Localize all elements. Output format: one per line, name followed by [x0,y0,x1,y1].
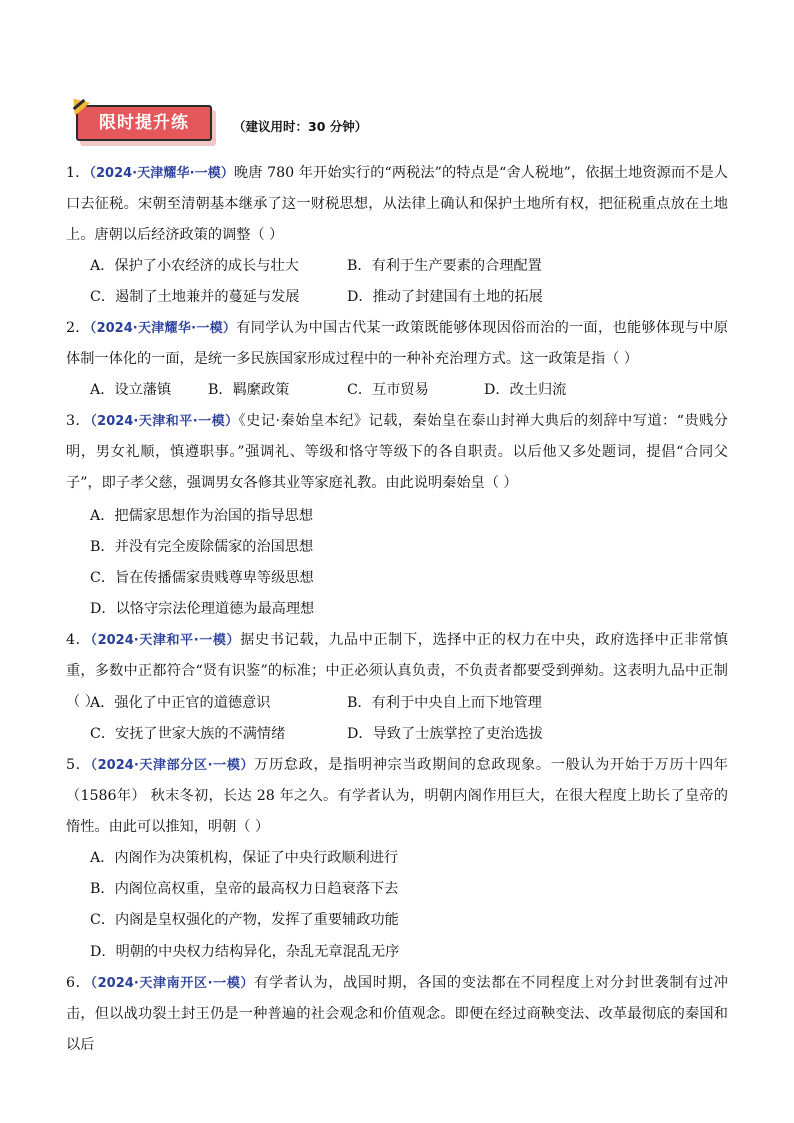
option-d: D．以恪守宗法伦理道德为最高理想 [90,601,315,617]
question-number: 2． [66,320,90,336]
question-2 [66,313,728,375]
option-a: A．内阁作为决策机构，保证了中央行政顺利进行 [90,850,399,866]
question-source-tag: （2024·天津耀华·一模） [89,321,237,336]
option-c: C．互市贸易 [347,382,429,398]
question-stem: 据史书记载，九品中正制下，选择中正的权力在中央，政府选择中正非常慎重，多数中正都符合“贤有识鉴”的标准；中正必须认真负责，不负责者都要受到弹劾。这表明九品中正制（ ） [66,632,728,710]
question-stem: 晚唐 780 年开始实行的“两税法”的特点是“舍人税地”，依据土地资源而不是人口去征税。宋朝至清朝基本继承了这一财税思想，从法律上确认和保护土地所有权，把征税重点放在土地上。唐朝以后经济政策的调整（ ） [66,165,728,243]
question-5 [66,750,728,843]
option-c: C．遏制了土地兼并的蔓延与发展 [90,289,300,305]
option-b: B．有利于中央自上而下地管理 [347,695,542,711]
suggested-time-note: （建议用时：30 分钟） [233,119,368,134]
badge-title: 限时提升练 [99,113,189,133]
section-badge [66,97,236,153]
option-d: D．明朝的中央权力结构异化，杂乱无章混乱无序 [90,944,400,960]
option-c: C．安抚了世家大族的不满情绪 [90,726,286,742]
option-c: C．内阁是皇权强化的产物，发挥了重要辅政功能 [90,912,399,928]
question-stem: 《史记·秦始皇本纪》记载，秦始皇在泰山封禅大典后的刻辞中写道：“贵贱分明，男女礼顺，慎遵职事。”强调礼、等级和恪守等级下的各自职责。以后他又多处题词，提倡“合同父子”，即子孝父慈，强调男女各修其业等家庭礼教。由此说明秦始皇（ ） [66,413,728,491]
option-a: A．设立藩镇 [90,382,172,398]
question-number: 5． [66,757,91,773]
question-source-tag: （2024·天津耀华·一模） [89,166,234,181]
question-6 [66,968,728,1061]
question-source-tag: （2024·天津和平·一模） [90,414,239,429]
option-c: C．旨在传播儒家贵贱尊卑等级思想 [90,570,314,586]
question-stem: 万历怠政，是指明神宗当政期间的怠政现象。一般认为开始于万历十四年（1586年） 秋末冬初，长达 28 年之久。有学者认为，明朝内阁作用巨大，在很大程度上助长了皇帝的惰性。由此可以推知，明朝（ ） [66,757,728,835]
option-a: A．把儒家思想作为治国的指导思想 [90,508,314,524]
option-a: A．强化了中正官的道德意识 [90,695,271,711]
question-3 [66,406,728,499]
badge-box [76,105,212,141]
question-number: 6． [66,975,91,991]
option-d: D．推动了封建国有土地的拓展 [347,289,543,305]
option-b: B．并没有完全废除儒家的治国思想 [90,539,314,555]
option-b: B．有利于生产要素的合理配置 [347,258,542,274]
option-b: B．羁縻政策 [208,382,290,398]
option-a: A．保护了小农经济的成长与壮大 [90,258,299,274]
question-source-tag: （2024·天津部分区·一模） [90,758,255,773]
question-number: 4． [66,632,91,648]
question-1 [66,158,728,251]
question-stem: 有同学认为中国古代某一政策既能够体现因俗而治的一面，也能够体现与中原体制一体化的一面，是统一多民族国家形成过程中的一种补充治理方式。这一政策是指（ ） [66,320,729,367]
option-d: D．导致了士族掌控了吏治选拔 [347,726,543,742]
question-source-tag: （2024·天津和平·一模） [90,633,241,648]
question-number: 1． [66,165,90,181]
option-d: D．改土归流 [484,382,567,398]
option-b: B．内阁位高权重，皇帝的最高权力日趋衰落下去 [90,881,399,897]
question-number: 3． [66,413,91,429]
question-stem: 有学者认为，战国时期，各国的变法都在不同程度上对分封世袭制有过冲击，但以战功裂土封王仍是一种普遍的社会观念和价值观念。即便在经过商鞅变法、改革最彻底的秦国和以后 [66,975,728,1053]
question-source-tag: （2024·天津南开区·一模） [90,976,255,991]
